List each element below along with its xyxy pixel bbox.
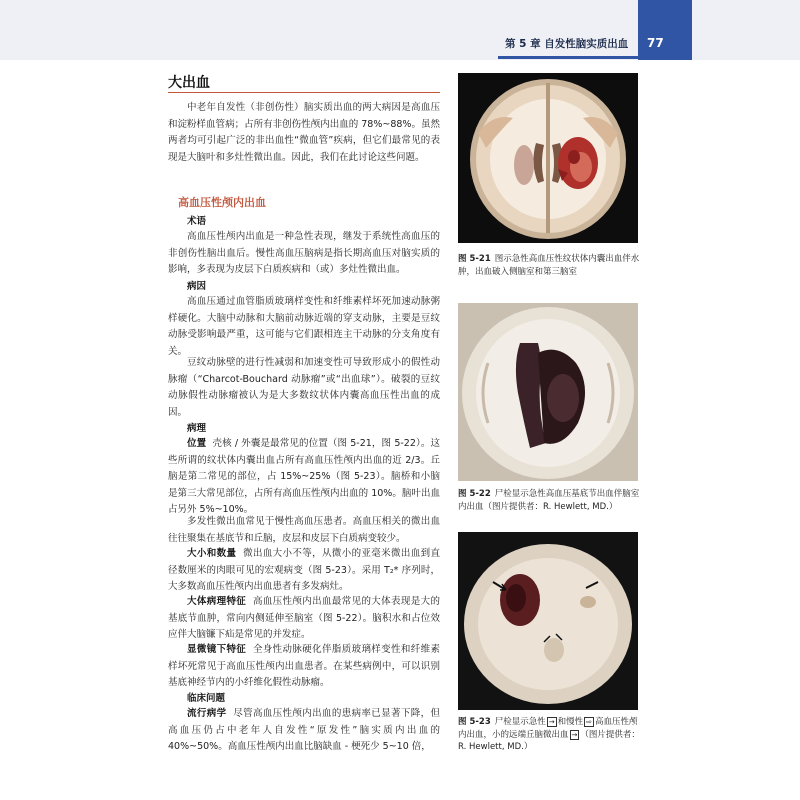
- figure-5-21-number: 图 5-21: [458, 254, 491, 264]
- gross-paragraph: [168, 594, 440, 644]
- subsection-title: 高血压性颅内出血: [178, 196, 266, 209]
- open-arrow-icon: ⇨: [586, 718, 593, 726]
- size-label: 大小和数量: [187, 548, 237, 559]
- figure-5-23-caption: [458, 716, 640, 754]
- figure-5-21-caption: [458, 253, 640, 278]
- micro-label: 显微镜下特征: [187, 644, 247, 655]
- figure-5-23-text-d: （图片提供者：R. Hewlett, MD.）: [458, 729, 640, 752]
- location-label: 位置: [187, 438, 207, 449]
- gross-text: 高血压性颅内出血最常见的大体表现是大的基底节血肿，常向内侧延伸至脑室（图 5-22）。脑积水和占位效应伴大脑镰下疝是常见的并发症。: [168, 596, 440, 640]
- figure-5-22-photo: [458, 303, 638, 481]
- autopsy-section-icon: [458, 303, 638, 481]
- epidemiology-label: 流行病学: [187, 708, 227, 719]
- clinical-label: 临床问题: [187, 693, 226, 704]
- figure-5-23-photo: [458, 532, 638, 710]
- gross-label: 大体病理特征: [187, 596, 247, 607]
- pathology-label: 病理: [187, 423, 207, 434]
- figure-5-21-text: 图示急性高血压性纹状体内囊出血伴水肿，出血破入侧脑室和第三脑室: [458, 254, 640, 277]
- figure-5-21-illustration: [458, 73, 638, 243]
- section-title: 大出血: [168, 75, 210, 91]
- solid-arrow-icon: →: [548, 718, 555, 726]
- figure-5-22-caption: [458, 488, 640, 513]
- size-text: 微出血大小不等，从微小的亚毫米微出血到直径数厘米的肉眼可见的宏观病变（图 5-23）。采用 T₂* 序列时，大多数高血压性颅内出血患者有多发病灶。: [168, 548, 440, 592]
- size-paragraph: [168, 546, 440, 596]
- page-number: 77: [647, 36, 664, 50]
- page-number-box: [638, 0, 692, 60]
- micro-text: 全身性动脉硬化伴脂质玻璃样变性和纤维素样坏死常见于高血压性颅内出血患者。在某些病例中，可以识别基底神经节内的小纤维化假性动脉瘤。: [168, 644, 440, 688]
- figure-5-23-text-b: 和慢性: [557, 717, 584, 727]
- epidemiology-text: 尽管高血压性颅内出血的患病率已显著下降，但高血压仍占中老年人自发性“原发性”脑实质内出血的 40%~50%。高血压性颅内出血比脑缺血 - 梗死少 5~10 倍，: [168, 708, 440, 752]
- location-paragraph: [168, 436, 440, 519]
- figure-5-23-number: 图 5-23: [458, 717, 491, 727]
- terminology-paragraph: 高血压性颅内出血是一种急性表现，继发于系统性高血压的非创伤性脑出血后。慢性高血压脑病是指长期高血压对脑实质的影响，多表现为皮层下白质疾病和（或）多灶性微出血。: [168, 231, 440, 275]
- brain-illustration-icon: [458, 73, 638, 243]
- chapter-title: 第 5 章 自发性脑实质出血: [505, 38, 629, 50]
- location-text: 壳核 / 外囊是最常见的位置（图 5-21，图 5-22）。这些所谓的纹状体内囊出血占所有高血压性颅内出血的近 2/3。丘脑是第二常见的部位，占 15%~25%（图 5-23）。脑桥和小脑是第三大常见部位，占所有高血压性颅内出血的 10%。脑叶出血占另外 5%~10%。: [168, 438, 440, 515]
- thalamic-hemorrhage-section-icon: [458, 532, 638, 710]
- terminology-label: 术语: [187, 216, 207, 227]
- figure-5-22-number: 图 5-22: [458, 489, 491, 499]
- epidemiology-paragraph: [168, 706, 440, 756]
- header-accent-line: [498, 56, 646, 59]
- micro-paragraph: [168, 642, 440, 692]
- multifocal-paragraph: 多发性微出血常见于慢性高血压患者。高血压相关的微出血往往聚集在基底节和丘脑，皮层和皮层下白质病变较少。: [168, 516, 440, 544]
- etiology-label: 病因: [187, 281, 207, 292]
- intro-paragraph: 中老年自发性（非创伤性）脑实质出血的两大病因是高血压和淀粉样血管病；占所有非创伤性颅内出血的 78%~88%。虽然两者均可引起广泛的非出血性“微血管”疾病，但它们最常见的表现是大脑叶和多灶性微出血。因此，我们在此讨论这些问题。: [168, 102, 440, 163]
- section-divider: [168, 92, 440, 93]
- figure-5-23-text-c: 高血压性颅内出血，小的远端丘脑微出血: [458, 717, 638, 740]
- curved-arrow-icon: →: [571, 730, 578, 739]
- figure-5-22-text: 尸检显示急性高血压基底节出血伴脑室内出血（图片提供者：R. Hewlett, MD.）: [458, 489, 640, 512]
- etiology-paragraph-1: 高血压通过血管脂质玻璃样变性和纤维素样坏死加速动脉粥样硬化。大脑中动脉和大脑前动脉近端的穿支动脉，主要是豆纹动脉受影响最严重，这可能与它们跟相连主干动脉的分支角度有关。: [168, 296, 440, 357]
- etiology-paragraph-2: 豆纹动脉壁的进行性减弱和加速变性可导致形成小的假性动脉瘤（“Charcot-Bouchard 动脉瘤”或“出血球”）。破裂的豆纹动脉假性动脉瘤被认为是大多数纹状体内囊高血压性出血的成因。: [168, 357, 440, 418]
- figure-5-23-text-a: 尸检显示急性: [494, 717, 546, 727]
